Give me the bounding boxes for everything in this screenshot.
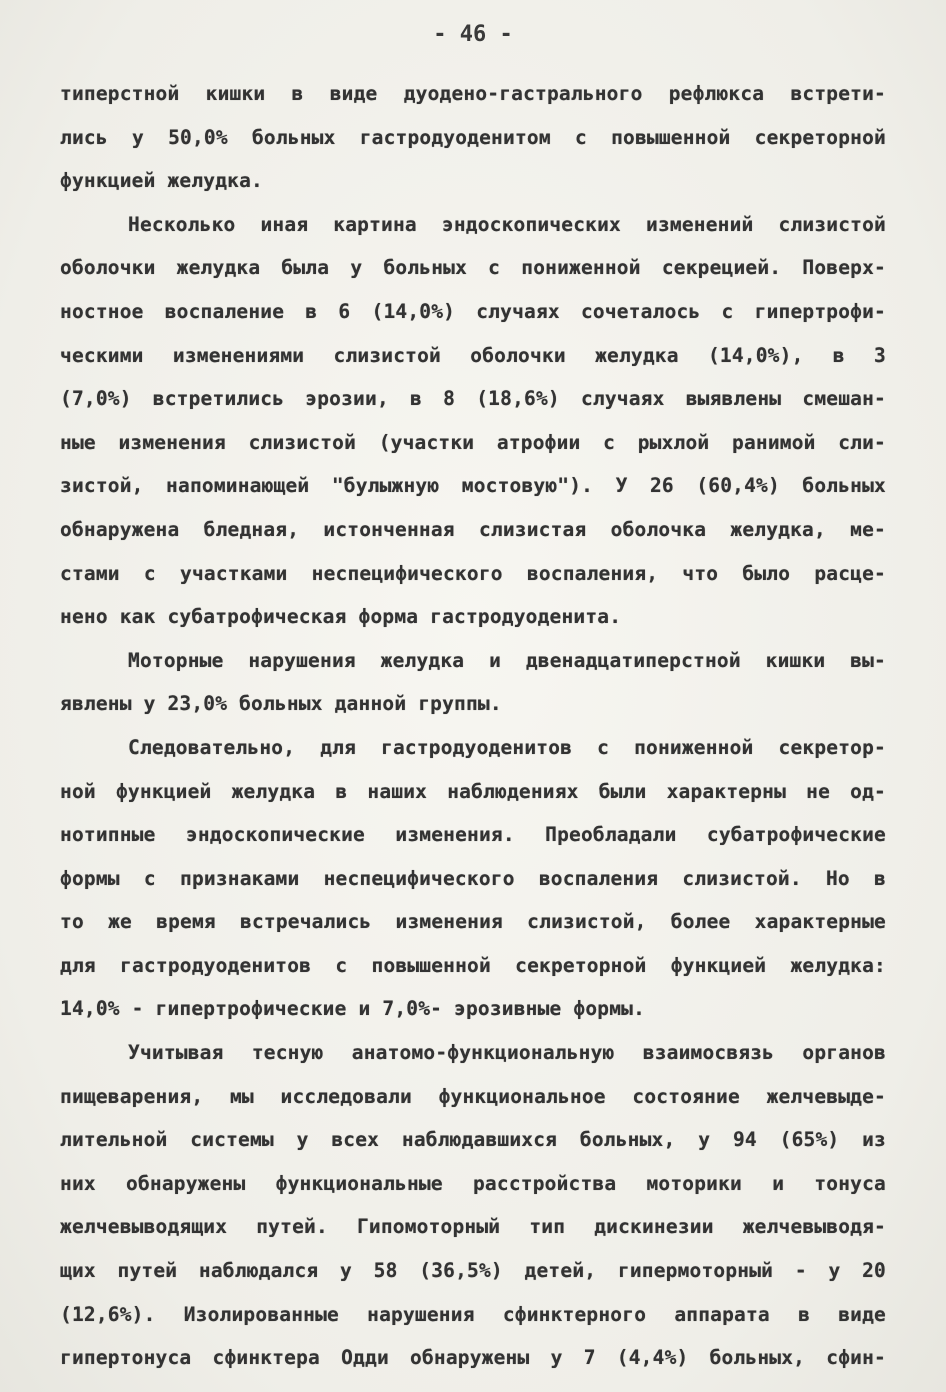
text-line: 14,0% - гипертрофические и 7,0%- эрозивные формы. — [60, 997, 646, 1021]
text-line: ные изменения слизистой (участки атрофии с рыхлой ранимой сли- — [60, 430, 886, 454]
text-line: явлены у 23,0% больных данной группы. — [60, 692, 502, 716]
text-line: оболочки желудка была у больных с пониженной секрецией. Поверх- — [60, 256, 886, 280]
text-line: обнаружена бледная, истонченная слизистая оболочка желудка, ме- — [60, 517, 886, 541]
text-line: нотипные эндоскопические изменения. Преобладали субатрофические — [60, 823, 886, 847]
text-line: ческими изменениями слизистой оболочки желудка (14,0%), в 3 — [60, 343, 886, 367]
text-line: ной функцией желудка в наших наблюдениях были характерны не од- — [60, 779, 886, 803]
text-line: стами с участками неспецифического воспаления, что было расце- — [60, 561, 886, 585]
text-line: пищеварения, мы исследовали функциональное состояние желчевыде- — [60, 1084, 886, 1108]
text-line: щих путей наблюдался у 58 (36,5%) детей, гипермоторный - у 20 — [60, 1259, 886, 1283]
text-line: ностное воспаление в 6 (14,0%) случаях сочеталось с гипертрофи- — [60, 299, 886, 323]
text-line: (12,6%). Изолированные нарушения сфинктерного аппарата в виде — [60, 1302, 886, 1326]
text-line: лительной системы у всех наблюдавшихся больных, у 94 (65%) из — [60, 1128, 886, 1152]
text-line: зистой, напоминающей "булыжную мостовую"). У 26 (60,4%) больных — [60, 474, 886, 498]
text-line: формы с признаками неспецифического воспаления слизистой. Но в — [60, 866, 886, 890]
text-line: (7,0%) встретились эрозии, в 8 (18,6%) случаях выявлены смешан- — [60, 387, 886, 411]
body-text — [60, 72, 886, 1380]
text-line: для гастродуоденитов с повышенной секреторной функцией желудка: — [60, 953, 886, 977]
text-line: Следовательно, для гастродуоденитов с пониженной секретор- — [128, 735, 886, 759]
text-line: нено как субатрофическая форма гастродуоденита. — [60, 605, 622, 629]
page-number: - 46 - — [433, 22, 513, 47]
text-line: гипертонуса сфинктера Одди обнаружены у 7 (4,4%) больных, сфин- — [60, 1346, 886, 1370]
text-line: Несколько иная картина эндоскопических изменений слизистой — [128, 212, 886, 236]
text-line: типерстной кишки в виде дуодено-гастрального рефлюкса встрети- — [60, 82, 886, 105]
text-line: функцией желудка. — [60, 169, 263, 193]
text-line: лись у 50,0% больных гастродуоденитом с повышенной секреторной — [60, 125, 886, 149]
text-line: желчевыводящих путей. Гипомоторный тип дискинезии желчевыводя- — [60, 1215, 886, 1239]
text-line: Учитывая тесную анатомо-функциональную взаимосвязь органов — [128, 1041, 886, 1065]
text-line: Моторные нарушения желудка и двенадцатиперстной кишки вы- — [128, 648, 886, 672]
text-line: то же время встречались изменения слизистой, более характерные — [60, 910, 886, 934]
text-line: них обнаружены функциональные расстройства моторики и тонуса — [60, 1171, 886, 1195]
